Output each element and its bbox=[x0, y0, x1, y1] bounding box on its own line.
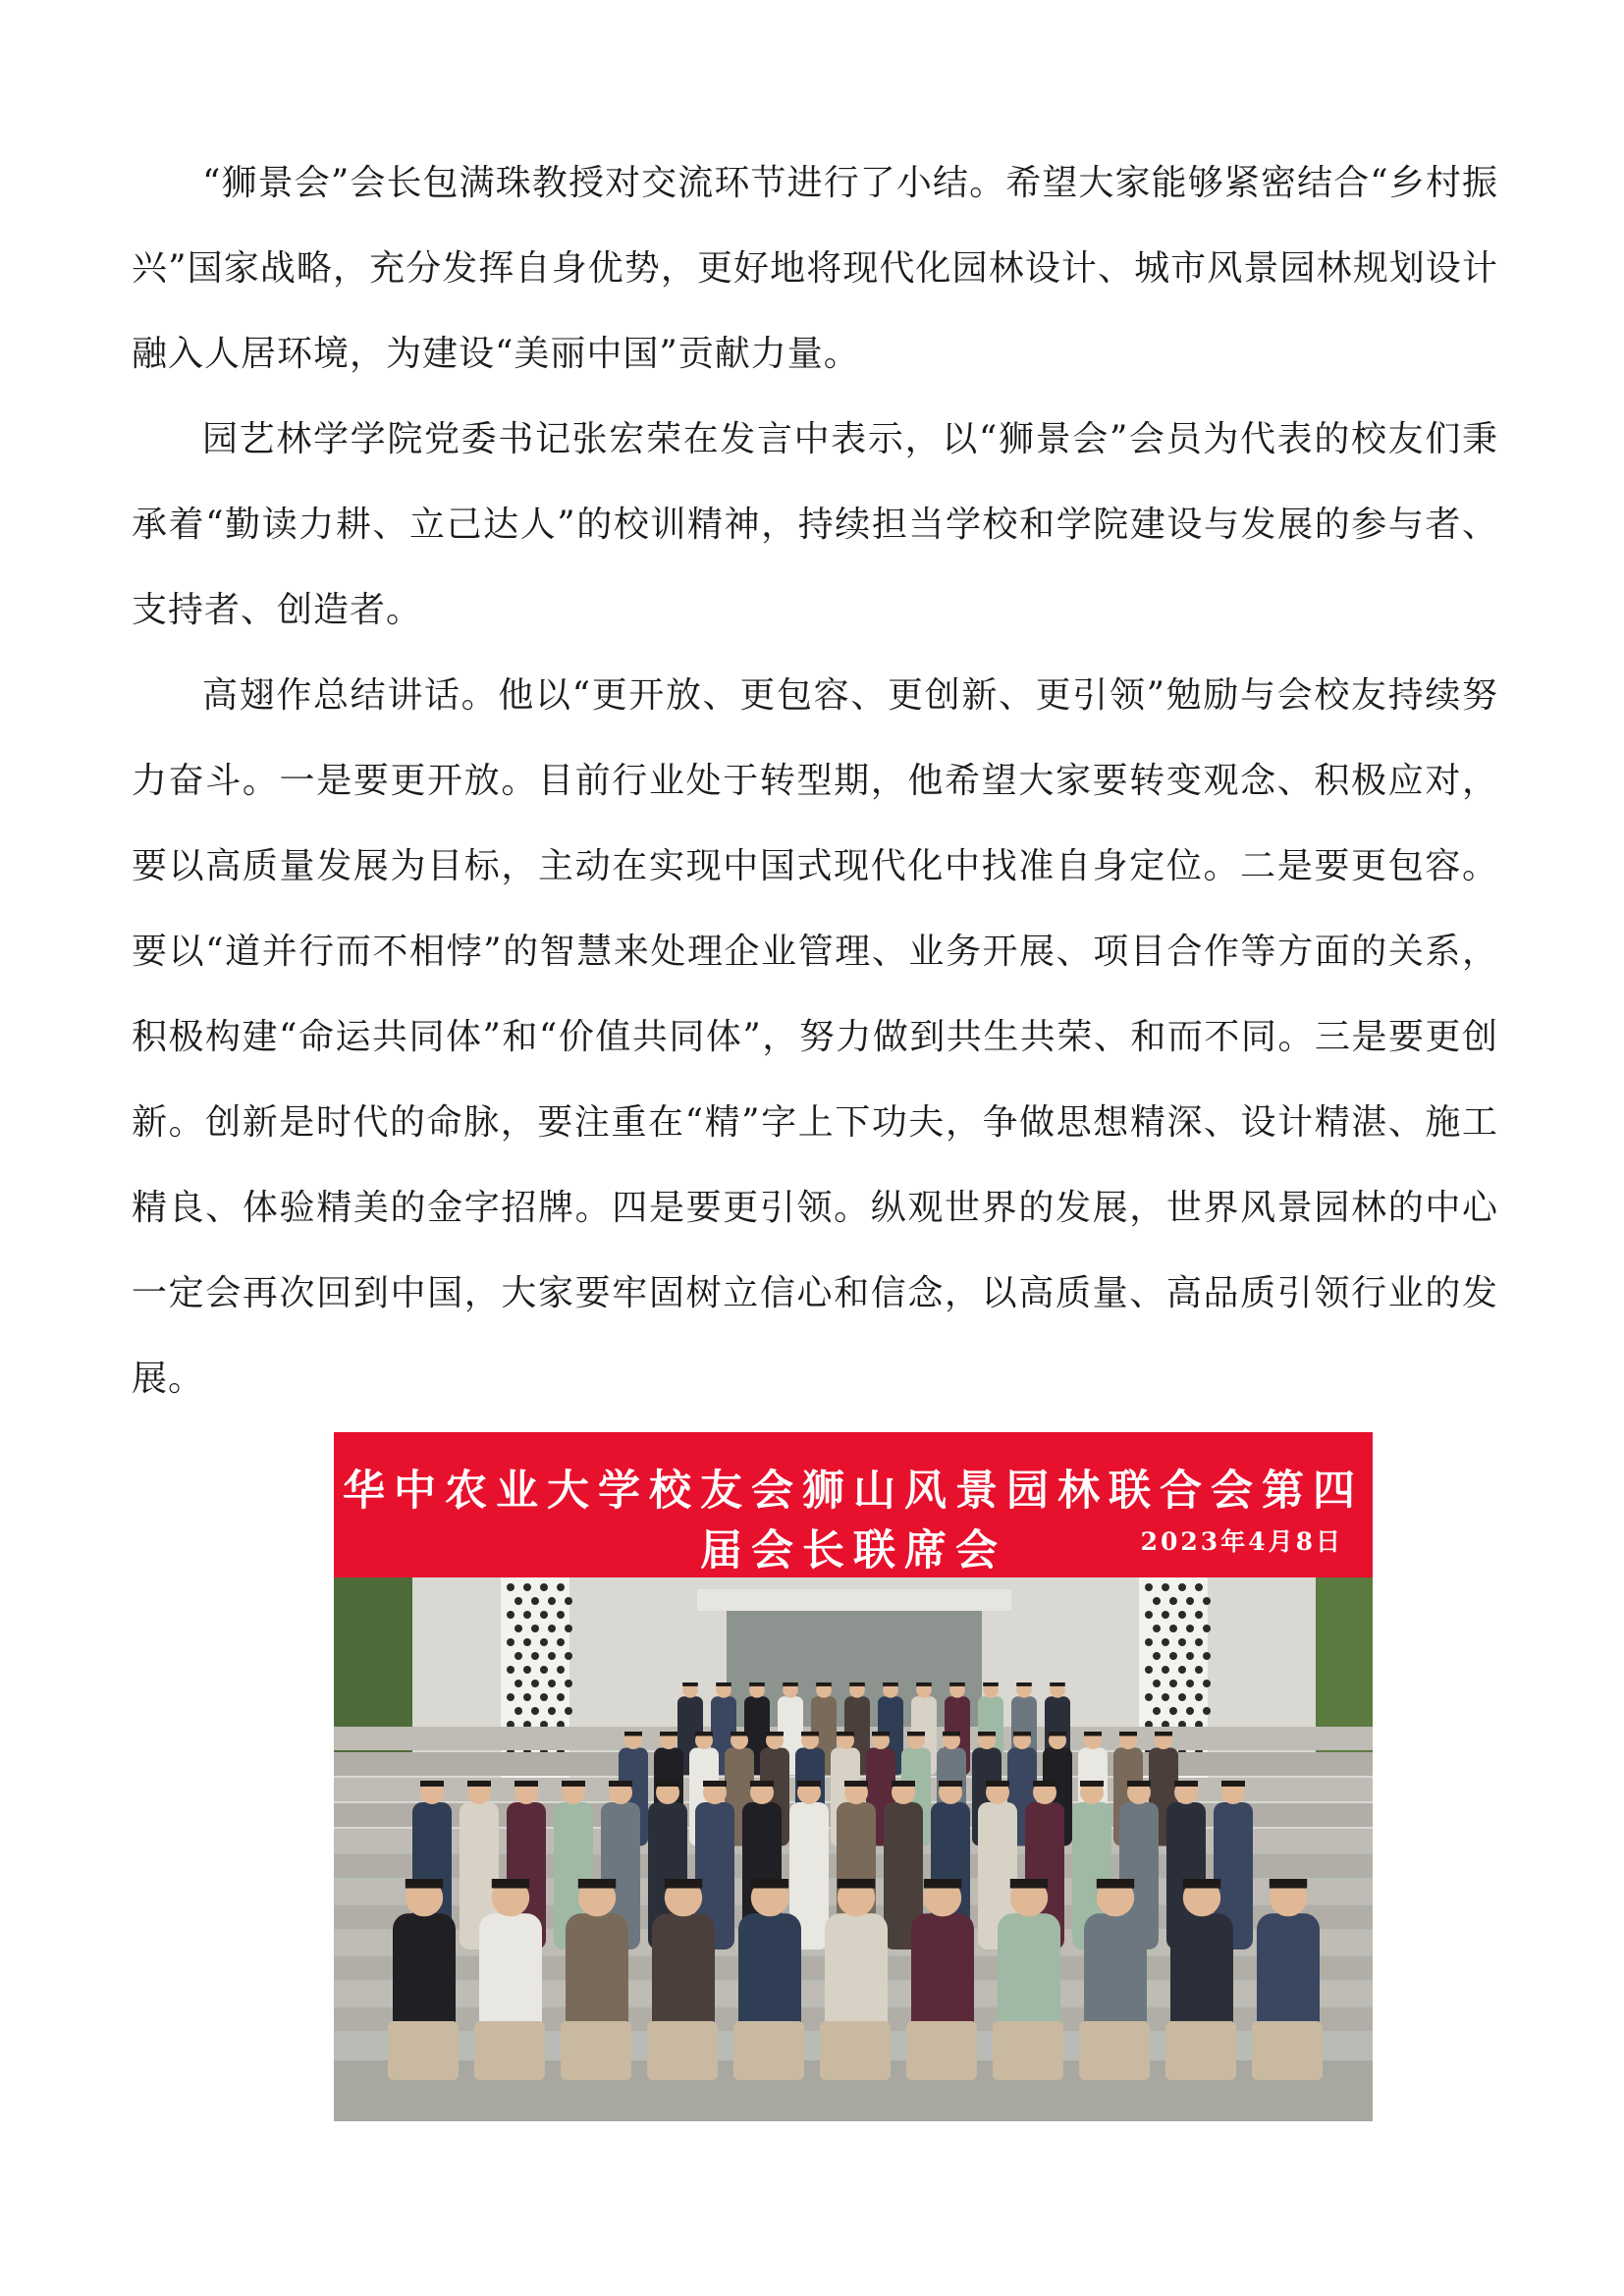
column-dot bbox=[531, 1652, 539, 1660]
person-hair bbox=[783, 1682, 798, 1686]
column-dot bbox=[531, 1597, 539, 1605]
person-hair bbox=[1013, 1732, 1031, 1736]
paragraph-summary: “狮景会”会长包满珠教授对交流环节进行了小结。希望大家能够紧密结合“乡村振兴”国家战略，充分发挥自身优势，更好地将现代化园林设计、城市风景园林规划设计融入人居环境，为建设“美丽中国”贡献力量。 bbox=[132, 163, 1498, 374]
person-hair bbox=[1084, 1732, 1102, 1736]
paragraph-party-secretary: 园艺林学学院党委书记张宏荣在发言中表示，以“狮景会”会员为代表的校友们秉承着“勤读力耕、立己达人”的校训精神，持续担当学校和学院建设与发展的参与者、支持者、创造者。 bbox=[132, 419, 1498, 630]
column-dot bbox=[523, 1638, 531, 1646]
column-dot bbox=[523, 1666, 531, 1674]
column-dot bbox=[1145, 1693, 1153, 1701]
column-dot bbox=[1203, 1597, 1211, 1605]
person-hair bbox=[562, 1781, 585, 1787]
person-hair bbox=[682, 1682, 698, 1686]
front-chairs bbox=[388, 2021, 1323, 2080]
column-dot bbox=[1186, 1680, 1194, 1687]
person-hair bbox=[492, 1879, 529, 1889]
column-dot bbox=[1145, 1611, 1153, 1619]
column-dot bbox=[1162, 1666, 1169, 1674]
column-dot bbox=[1195, 1693, 1203, 1701]
column-dot bbox=[1186, 1707, 1194, 1715]
column-dot bbox=[507, 1583, 514, 1591]
person-hair bbox=[578, 1879, 616, 1889]
person-hair bbox=[695, 1732, 713, 1736]
person-hair bbox=[1221, 1781, 1245, 1787]
person-hair bbox=[751, 1879, 788, 1889]
paragraph-closing-speech: 高翅作总结讲话。他以“更开放、更包容、更创新、更引领”勉励与会校友持续努力奋斗。一是要更开放。目前行业处于转型期，他希望大家要转变观念、积极应对，要以高质量发展为目标，主动在实现中国式现代化中找准自身定位。二是要更包容。要以“道并行而不相悖”的智慧来处理企业管理、业务开展、项目合作等方面的关系，积极构建“命运共同体”和“价值共同体”，努力做到共生共荣、和而不同。三是要更创新。创新是时代的命脉，要注重在“精”字上下功夫，争做思想精深、设计精湛、施工精良、体验精美的金字招牌。四是要更引领。纵观世界的发展，世界风景园林的中心一定会再次回到中国，大家要牢固树立信心和信念，以高质量、高品质引领行业的发展。 bbox=[132, 675, 1498, 1399]
person-hair bbox=[467, 1781, 491, 1787]
column-dot bbox=[1153, 1652, 1161, 1660]
column-dot bbox=[507, 1611, 514, 1619]
column-dot bbox=[1153, 1680, 1161, 1687]
column-dot bbox=[1153, 1625, 1161, 1632]
column-dot bbox=[1169, 1652, 1177, 1660]
column-dot bbox=[540, 1666, 548, 1674]
chair bbox=[1252, 2021, 1323, 2080]
column-dot bbox=[1178, 1583, 1186, 1591]
person-hair bbox=[703, 1781, 727, 1787]
column-dot bbox=[1153, 1597, 1161, 1605]
person-hair bbox=[816, 1682, 832, 1686]
column-dot bbox=[540, 1693, 548, 1701]
person-hair bbox=[624, 1732, 642, 1736]
person-hair bbox=[892, 1781, 915, 1787]
column-dot bbox=[514, 1597, 522, 1605]
column-dot bbox=[1145, 1638, 1153, 1646]
column-dot bbox=[565, 1652, 572, 1660]
column-dot bbox=[1153, 1707, 1161, 1715]
column-dot bbox=[1169, 1597, 1177, 1605]
person-hair bbox=[750, 1781, 774, 1787]
column-dot bbox=[1178, 1638, 1186, 1646]
column-dot bbox=[565, 1597, 572, 1605]
person-hair bbox=[1050, 1682, 1065, 1686]
person-hair bbox=[1010, 1879, 1048, 1889]
person-hair bbox=[837, 1732, 854, 1736]
column-dot bbox=[557, 1638, 565, 1646]
person-hair bbox=[1016, 1682, 1032, 1686]
column-dot bbox=[1162, 1611, 1169, 1619]
column-dot bbox=[1169, 1625, 1177, 1632]
column-dot bbox=[531, 1707, 539, 1715]
column-dot bbox=[531, 1625, 539, 1632]
column-dot bbox=[557, 1611, 565, 1619]
person-hair bbox=[1119, 1732, 1137, 1736]
column-dot bbox=[1186, 1625, 1194, 1632]
column-dot bbox=[514, 1652, 522, 1660]
column-dot bbox=[507, 1666, 514, 1674]
person-hair bbox=[1174, 1781, 1198, 1787]
person-hair bbox=[924, 1879, 961, 1889]
chair bbox=[733, 2021, 804, 2080]
person-hair bbox=[716, 1682, 731, 1686]
column-dot bbox=[1178, 1693, 1186, 1701]
column-dot bbox=[1203, 1680, 1211, 1687]
entrance-canopy bbox=[697, 1589, 1011, 1611]
person-hair bbox=[665, 1879, 702, 1889]
column-dot bbox=[1162, 1693, 1169, 1701]
chair bbox=[820, 2021, 891, 2080]
person-hair bbox=[656, 1781, 679, 1787]
column-dot bbox=[507, 1693, 514, 1701]
column-dot bbox=[514, 1625, 522, 1632]
chair bbox=[993, 2021, 1063, 2080]
column-dot bbox=[1203, 1707, 1211, 1715]
person-hair bbox=[939, 1781, 962, 1787]
column-dot bbox=[548, 1680, 556, 1687]
person-hair bbox=[883, 1682, 898, 1686]
person-hair bbox=[420, 1781, 444, 1787]
column-dot bbox=[548, 1597, 556, 1605]
person-hair bbox=[838, 1879, 875, 1889]
column-dot bbox=[514, 1680, 522, 1687]
column-dot bbox=[523, 1583, 531, 1591]
column-dot bbox=[565, 1625, 572, 1632]
column-dot bbox=[548, 1707, 556, 1715]
person-hair bbox=[766, 1732, 784, 1736]
person-hair bbox=[406, 1879, 443, 1889]
column-dot bbox=[540, 1638, 548, 1646]
column-dot bbox=[1145, 1583, 1153, 1591]
column-dot bbox=[557, 1666, 565, 1674]
person-hair bbox=[1049, 1732, 1066, 1736]
person-hair bbox=[1155, 1732, 1172, 1736]
person-hair bbox=[849, 1682, 865, 1686]
column-dot bbox=[523, 1693, 531, 1701]
chair bbox=[474, 2021, 545, 2080]
person-hair bbox=[1097, 1879, 1134, 1889]
person-hair bbox=[949, 1682, 965, 1686]
column-dot bbox=[565, 1680, 572, 1687]
person-hair bbox=[907, 1732, 925, 1736]
column-dot bbox=[1162, 1638, 1169, 1646]
column-dot bbox=[565, 1707, 572, 1715]
person-hair bbox=[986, 1781, 1009, 1787]
banner-title: 华中农业大学校友会狮山风景园林联合会第四届会长联席会 bbox=[343, 1467, 1364, 1575]
column-dot bbox=[1195, 1583, 1203, 1591]
column-dot bbox=[1162, 1583, 1169, 1591]
column-dot bbox=[1186, 1597, 1194, 1605]
person-hair bbox=[801, 1732, 819, 1736]
person-hair bbox=[1080, 1781, 1104, 1787]
column-dot bbox=[1169, 1680, 1177, 1687]
column-dot bbox=[540, 1611, 548, 1619]
column-dot bbox=[1169, 1707, 1177, 1715]
column-dot bbox=[1195, 1666, 1203, 1674]
chair bbox=[388, 2021, 459, 2080]
article-body bbox=[132, 140, 1498, 1421]
column-dot bbox=[1195, 1611, 1203, 1619]
banner-date: 2023年4月8日 bbox=[1140, 1527, 1343, 1556]
chair bbox=[906, 2021, 977, 2080]
column-dot bbox=[540, 1583, 548, 1591]
person-hair bbox=[1270, 1879, 1307, 1889]
column-dot bbox=[1145, 1666, 1153, 1674]
chair bbox=[647, 2021, 718, 2080]
column-dot bbox=[531, 1680, 539, 1687]
column-dot bbox=[514, 1707, 522, 1715]
column-dot bbox=[1178, 1666, 1186, 1674]
column-dot bbox=[548, 1652, 556, 1660]
column-dot bbox=[523, 1611, 531, 1619]
chair bbox=[1165, 2021, 1236, 2080]
column-dot bbox=[1203, 1625, 1211, 1632]
person-hair bbox=[1183, 1879, 1220, 1889]
chair bbox=[561, 2021, 631, 2080]
person-hair bbox=[1033, 1781, 1056, 1787]
person-hair bbox=[731, 1732, 748, 1736]
person-hair bbox=[943, 1732, 960, 1736]
person-hair bbox=[983, 1682, 999, 1686]
person-hair bbox=[978, 1732, 996, 1736]
person-hair bbox=[1127, 1781, 1151, 1787]
column-dot bbox=[507, 1638, 514, 1646]
group-photo bbox=[334, 1432, 1373, 2121]
column-dot bbox=[557, 1693, 565, 1701]
person-hair bbox=[797, 1781, 821, 1787]
person-hair bbox=[916, 1682, 932, 1686]
person-hair bbox=[660, 1732, 677, 1736]
person-hair bbox=[514, 1781, 538, 1787]
person-hair bbox=[749, 1682, 765, 1686]
person-hair bbox=[872, 1732, 890, 1736]
person-hair bbox=[609, 1781, 632, 1787]
person-hair bbox=[844, 1781, 868, 1787]
column-dot bbox=[1195, 1638, 1203, 1646]
chair bbox=[1079, 2021, 1150, 2080]
column-dot bbox=[548, 1625, 556, 1632]
column-dot bbox=[1203, 1652, 1211, 1660]
column-dot bbox=[1186, 1652, 1194, 1660]
column-dot bbox=[557, 1583, 565, 1591]
column-dot bbox=[1178, 1611, 1186, 1619]
